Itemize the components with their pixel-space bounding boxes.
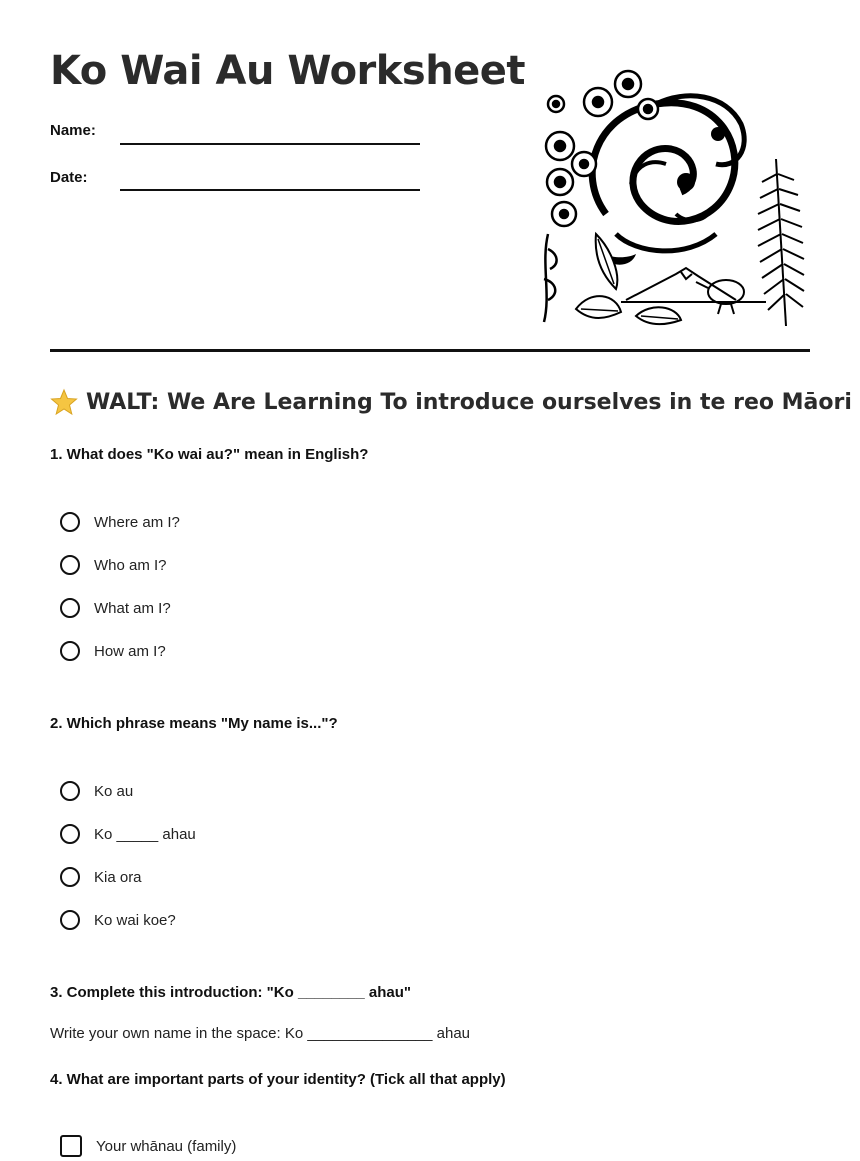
- radio-button[interactable]: [60, 512, 80, 532]
- question-3: 3. Complete this introduction: "Ko ________ ahau": [50, 984, 411, 1001]
- q2-option-3[interactable]: Kia ora: [60, 867, 142, 887]
- date-field[interactable]: [120, 189, 420, 191]
- q2-option-2[interactable]: Ko _____ ahau: [60, 824, 196, 844]
- date-label: Date:: [50, 169, 88, 186]
- radio-button[interactable]: [60, 641, 80, 661]
- q1-option-1[interactable]: Where am I?: [60, 512, 180, 532]
- q2-option-4[interactable]: Ko wai koe?: [60, 910, 176, 930]
- walt-heading: [50, 388, 852, 416]
- walt-text: WALT: We Are Learning To introduce ourselves in te reo Māori: [86, 389, 852, 415]
- name-label: Name:: [50, 122, 96, 139]
- question-4: 4. What are important parts of your identity? (Tick all that apply): [50, 1071, 506, 1088]
- q3-instruction[interactable]: Write your own name in the space: Ko _______________ ahau: [50, 1025, 471, 1042]
- radio-button[interactable]: [60, 824, 80, 844]
- name-field[interactable]: [120, 143, 420, 145]
- page-title: Ko Wai Au Worksheet: [50, 48, 526, 94]
- radio-button[interactable]: [60, 555, 80, 575]
- star-icon: [50, 388, 78, 416]
- question-2: 2. Which phrase means "My name is..."?: [50, 715, 338, 732]
- radio-button[interactable]: [60, 781, 80, 801]
- question-1: 1. What does "Ko wai au?" mean in English?: [50, 446, 369, 463]
- q4-option-1[interactable]: Your whānau (family): [60, 1135, 236, 1157]
- maori-koru-illustration: [536, 64, 808, 328]
- radio-button[interactable]: [60, 598, 80, 618]
- checkbox[interactable]: [60, 1135, 82, 1157]
- q1-option-4[interactable]: How am I?: [60, 641, 166, 661]
- radio-button[interactable]: [60, 910, 80, 930]
- radio-button[interactable]: [60, 867, 80, 887]
- section-divider: [50, 349, 810, 352]
- q2-option-1[interactable]: Ko au: [60, 781, 133, 801]
- q1-option-2[interactable]: Who am I?: [60, 555, 167, 575]
- q1-option-3[interactable]: What am I?: [60, 598, 171, 618]
